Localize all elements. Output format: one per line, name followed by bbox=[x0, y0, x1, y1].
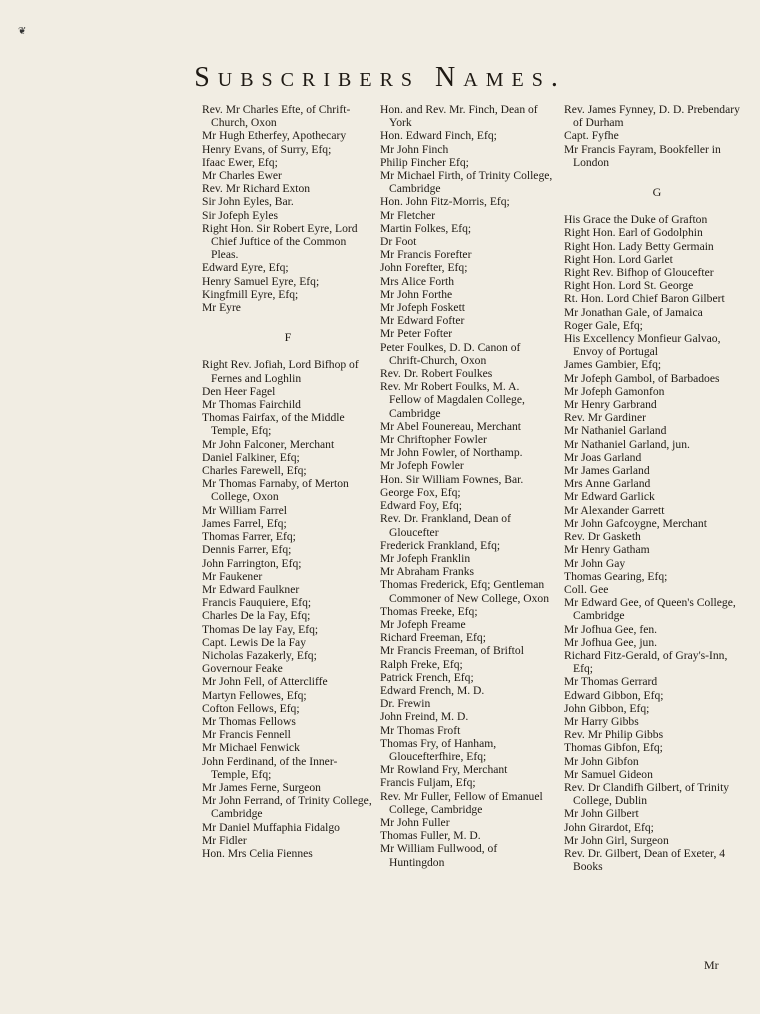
subscriber-entry: Rev. Mr Fuller, Fellow of Emanuel College, Cambridge bbox=[380, 789, 543, 816]
subscriber-entry: Capt. Fyfhe bbox=[564, 129, 619, 143]
subscriber-entry: Francis Fauquiere, Efq; bbox=[202, 596, 312, 610]
subscriber-entry: Mr Henry Gatham bbox=[564, 543, 650, 557]
subscriber-entry: Right Hon. Sir Robert Eyre, Lord Chief Juftice of the Common Pleas. bbox=[202, 221, 358, 262]
subscriber-entry: Mr John Forthe bbox=[380, 287, 453, 301]
subscriber-entry: Sir Jofeph Eyles bbox=[202, 208, 278, 222]
subscriber-entry: Coll. Gee bbox=[564, 582, 609, 596]
subscriber-entry: Right Hon. Lord Garlet bbox=[564, 252, 673, 266]
column-3 bbox=[564, 103, 750, 873]
subscriber-entry: Rev. Dr Gasketh bbox=[564, 530, 641, 544]
subscriber-entry: Mr Jofeph Franklin bbox=[380, 551, 471, 565]
subscriber-entry: Roger Gale, Efq; bbox=[564, 318, 643, 332]
subscriber-entry: Mr Thomas Fairchild bbox=[202, 398, 301, 412]
subscriber-entry: Mr Fletcher bbox=[380, 208, 436, 222]
subscriber-entry: Edward Foy, Efq; bbox=[380, 499, 462, 513]
subscriber-entry: John Girardot, Efq; bbox=[564, 820, 654, 834]
subscriber-entry: Mr Thomas Gerrard bbox=[564, 675, 658, 689]
subscriber-entry: Thomas Fry, of Hanham, Gloucefterfhire, Efq; bbox=[380, 736, 497, 763]
subscriber-entry: Henry Samuel Eyre, Efq; bbox=[202, 274, 320, 288]
subscriber-entry: Right Rev. Bifhop of Gloucefter bbox=[564, 266, 714, 280]
subscriber-entry: James Farrel, Efq; bbox=[202, 516, 287, 530]
subscriber-entry: Edward French, M. D. bbox=[380, 683, 485, 697]
subscriber-entry: Thomas Fuller, M. D. bbox=[380, 829, 481, 843]
subscriber-entry: Rev. James Fynney, D. D. Prebendary of Durham bbox=[564, 103, 740, 130]
subscriber-entry: John Farrington, Efq; bbox=[202, 556, 302, 570]
subscriber-entry: Mr Jofeph Gamonfon bbox=[564, 384, 665, 398]
subscriber-entry: Rev. Dr. Robert Foulkes bbox=[380, 367, 493, 381]
subscriber-entry: Sir John Eyles, Bar. bbox=[202, 195, 294, 209]
subscriber-entry: Right Hon. Lady Betty Germain bbox=[564, 239, 714, 253]
subscriber-entry: Mr Edward Gee, of Queen's College, Cambridge bbox=[564, 596, 736, 623]
subscriber-entry: Right Hon. Lord St. George bbox=[564, 279, 694, 293]
section-letter: G bbox=[652, 185, 662, 200]
subscriber-entry: Mr Daniel Muffaphia Fidalgo bbox=[202, 820, 340, 834]
subscriber-entry: Rt. Hon. Lord Chief Baron Gilbert bbox=[564, 292, 725, 306]
subscriber-entry: Mr Jofhua Gee, jun. bbox=[564, 635, 658, 649]
subscriber-entry: Rev. Mr Robert Foulks, M. A. Fellow of Magdalen College, Cambridge bbox=[380, 380, 525, 420]
subscriber-entry: Thomas Farrer, Efq; bbox=[202, 530, 296, 544]
subscriber-entry: George Fox, Efq; bbox=[380, 485, 461, 499]
subscriber-entry: Daniel Falkiner, Efq; bbox=[202, 450, 300, 464]
subscriber-entry: Mr John Fuller bbox=[380, 815, 450, 829]
subscriber-entry: Peter Foulkes, D. D. Canon of Chrift-Church, Oxon bbox=[380, 340, 521, 367]
subscriber-entry: Mr Francis Forefter bbox=[380, 248, 472, 262]
subscriber-entry: Philip Fincher Efq; bbox=[380, 155, 469, 169]
subscriber-entry: Mr Harry Gibbs bbox=[564, 714, 639, 728]
subscriber-entry: Ifaac Ewer, Efq; bbox=[202, 155, 278, 169]
subscriber-entry: Mr James Garland bbox=[564, 464, 650, 478]
subscriber-entry: Cofton Fellows, Efq; bbox=[202, 701, 300, 715]
subscriber-entry: Mr Edward Fofter bbox=[380, 314, 465, 328]
subscriber-entry: Mrs Anne Garland bbox=[564, 477, 651, 491]
subscriber-entry: Rev. Dr. Frankland, Dean of Gloucefter bbox=[380, 512, 511, 539]
subscriber-entry: Mrs Alice Forth bbox=[380, 274, 455, 288]
subscriber-entry: Rev. Dr Clandifh Gilbert, of Trinity College, Dublin bbox=[564, 780, 730, 808]
subscriber-entry: Mr Samuel Gideon bbox=[564, 767, 653, 781]
subscriber-entry: Mr Edward Garlick bbox=[564, 490, 655, 504]
subscriber-entry: Mr Joas Garland bbox=[564, 450, 642, 464]
subscriber-entry: Rev. Mr Richard Exton bbox=[202, 182, 311, 196]
subscriber-entry: John Ferdinand, of the Inner-Temple, Efq; bbox=[202, 754, 338, 781]
subscriber-entry: Mr John Gibfon bbox=[564, 754, 639, 768]
subscriber-entry: Mr Eyre bbox=[202, 301, 241, 315]
subscriber-entry: Mr Michael Fenwick bbox=[202, 741, 300, 755]
page-title: Subscribers Names. bbox=[194, 62, 566, 93]
subscriber-entry: Mr Charles Ewer bbox=[202, 169, 282, 183]
subscriber-entry: Richard Freeman, Efq; bbox=[380, 631, 486, 645]
section-letter: F bbox=[284, 330, 292, 345]
subscriber-entry: John Freind, M. D. bbox=[380, 710, 469, 724]
subscriber-entry: Dennis Farrer, Efq; bbox=[202, 543, 292, 557]
subscriber-entry: Mr Jofeph Fowler bbox=[380, 459, 464, 473]
subscriber-entry: Hon. Sir William Fownes, Bar. bbox=[380, 472, 524, 486]
subscriber-entry: Rev. Mr Charles Efte, of Chrift-Church, Oxon bbox=[202, 103, 351, 130]
corner-mark: ❦ bbox=[18, 26, 27, 37]
subscriber-entry: Mr Jofeph Gambol, of Barbadoes bbox=[564, 371, 720, 385]
subscriber-entry: His Grace the Duke of Grafton bbox=[564, 213, 708, 227]
subscriber-entry: Mr Michael Firth, of Trinity College, Cambridge bbox=[380, 169, 553, 196]
subscriber-entry: Mr Abraham Franks bbox=[380, 565, 475, 579]
subscriber-entry: Hon. and Rev. Mr. Finch, Dean of York bbox=[380, 103, 538, 130]
subscriber-entry: Mr Hugh Etherfey, Apothecary bbox=[202, 129, 347, 143]
subscriber-entry: Thomas Frederick, Efq; Gentleman Commoner of New College, Oxon bbox=[380, 578, 550, 605]
subscriber-entry: Richard Fitz-Gerald, of Gray's-Inn, Efq; bbox=[564, 648, 728, 676]
subscriber-entry: Nicholas Fazakerly, Efq; bbox=[202, 648, 317, 662]
subscriber-entry: Martyn Fellowes, Efq; bbox=[202, 688, 307, 702]
subscriber-entry: Kingfmill Eyre, Efq; bbox=[202, 287, 299, 301]
subscriber-entry: Charles Farewell, Efq; bbox=[202, 464, 307, 478]
subscriber-entry: Right Rev. Jofiah, Lord Bifhop of Fernes and Loghlin bbox=[202, 358, 359, 385]
subscriber-entry: Thomas De lay Fay, Efq; bbox=[202, 622, 319, 636]
subscriber-entry: Mr Edward Faulkner bbox=[202, 582, 300, 596]
subscriber-entry: Capt. Lewis De la Fay bbox=[202, 635, 306, 649]
subscriber-entry: Rev. Mr Philip Gibbs bbox=[564, 728, 664, 742]
subscriber-entry: Mr Jonathan Gale, of Jamaica bbox=[564, 305, 703, 319]
subscriber-entry: Mr Rowland Fry, Merchant bbox=[380, 763, 508, 777]
subscriber-entry: Thomas Gibfon, Efq; bbox=[564, 741, 663, 755]
subscriber-entry: Mr John Gafcoygne, Merchant bbox=[564, 516, 707, 530]
subscriber-entry: Ralph Freke, Efq; bbox=[380, 657, 463, 671]
subscriber-entry: Frederick Frankland, Efq; bbox=[380, 538, 501, 552]
subscriber-entry: Mr Jofeph Freame bbox=[380, 617, 466, 631]
subscriber-entry: Mr Chriftopher Fowler bbox=[380, 433, 487, 447]
subscriber-entry: Rev. Dr. Gilbert, Dean of Exeter, 4 Books bbox=[564, 846, 726, 874]
subscriber-entry: Mr Alexander Garrett bbox=[564, 503, 665, 517]
subscriber-entry: Mr John Gay bbox=[564, 556, 626, 570]
subscriber-entry: John Gibbon, Efq; bbox=[564, 701, 650, 715]
subscriber-entry: Den Heer Fagel bbox=[202, 384, 276, 398]
subscriber-entry: James Gambier, Efq; bbox=[564, 358, 662, 372]
subscriber-entry: Mr Faukener bbox=[202, 569, 263, 583]
subscriber-entry: Martin Folkes, Efq; bbox=[380, 221, 472, 235]
subscriber-entry: His Excellency Monfieur Galvao, Envoy of Portugal bbox=[564, 332, 721, 359]
subscriber-entry: Governour Feake bbox=[202, 662, 283, 676]
subscriber-entry: Francis Fuljam, Efq; bbox=[380, 776, 476, 790]
subscriber-entry: Mr Peter Fofter bbox=[380, 327, 453, 341]
subscriber-entry: Mr Francis Fennell bbox=[202, 728, 291, 742]
subscriber-entry: Mr James Ferne, Surgeon bbox=[202, 780, 321, 794]
subscriber-entry: Mr William Farrel bbox=[202, 503, 287, 517]
subscriber-entry: Patrick French, Efq; bbox=[380, 670, 474, 684]
subscriber-entry: Mr Fidler bbox=[202, 833, 247, 847]
subscriber-entry: Mr Nathaniel Garland bbox=[564, 424, 667, 438]
subscriber-entry: Mr John Ferrand, of Trinity College, Cambridge bbox=[202, 794, 372, 821]
subscriber-entry: Mr Francis Freeman, of Briftol bbox=[380, 644, 524, 658]
subscriber-entry: Right Hon. Earl of Godolphin bbox=[564, 226, 703, 240]
subscriber-entry: Mr John Fell, of Attercliffe bbox=[202, 675, 328, 689]
subscriber-entry: Mr William Fullwood, of Huntingdon bbox=[380, 842, 498, 869]
column-1 bbox=[202, 103, 374, 860]
subscriber-entry: Charles De la Fay, Efq; bbox=[202, 609, 311, 623]
subscriber-entry: Dr. Frewin bbox=[380, 697, 431, 711]
subscriber-entry: Henry Evans, of Surry, Efq; bbox=[202, 142, 332, 156]
subscriber-entry: Thomas Fairfax, of the Middle Temple, Efq; bbox=[202, 411, 345, 438]
subscriber-entry: Mr Henry Garbrand bbox=[564, 398, 657, 412]
subscriber-entry: Mr Nathaniel Garland, jun. bbox=[564, 437, 690, 451]
subscriber-entry: Mr John Girl, Surgeon bbox=[564, 833, 669, 847]
subscriber-entry: Mr John Fowler, of Northamp. bbox=[380, 446, 523, 460]
subscriber-entry: Mr Jofhua Gee, fen. bbox=[564, 622, 658, 636]
subscriber-entry: Thomas Freeke, Efq; bbox=[380, 604, 478, 618]
subscriber-entry: Hon. Mrs Celia Fiennes bbox=[202, 846, 313, 860]
subscriber-entry: Mr John Finch bbox=[380, 142, 449, 156]
subscriber-entry: Edward Eyre, Efq; bbox=[202, 261, 289, 275]
subscriber-entry: Mr Jofeph Foskett bbox=[380, 301, 466, 315]
subscriber-entry: Mr John Falconer, Merchant bbox=[202, 437, 335, 451]
column-2 bbox=[380, 103, 554, 869]
subscriber-entry: Hon. Edward Finch, Efq; bbox=[380, 129, 497, 143]
subscriber-entry: Mr Thomas Froft bbox=[380, 723, 461, 737]
subscriber-entry: Rev. Mr Gardiner bbox=[564, 411, 646, 425]
subscriber-entry: Mr Abel Founereau, Merchant bbox=[380, 419, 522, 433]
subscriber-entry: Edward Gibbon, Efq; bbox=[564, 688, 664, 702]
catchword: Mr bbox=[704, 958, 719, 972]
subscriber-entry: Dr Foot bbox=[380, 235, 417, 249]
subscriber-entry: Mr Thomas Fellows bbox=[202, 714, 296, 728]
subscriber-entry: Mr Thomas Farnaby, of Merton College, Oxon bbox=[202, 477, 349, 504]
subscriber-entry: Mr John Gilbert bbox=[564, 807, 639, 821]
subscriber-entry: Hon. John Fitz-Morris, Efq; bbox=[380, 195, 510, 209]
subscriber-entry: Thomas Gearing, Efq; bbox=[564, 569, 668, 583]
subscriber-entry: John Forefter, Efq; bbox=[380, 261, 468, 275]
subscriber-entry: Mr Francis Fayram, Bookfeller in London bbox=[564, 142, 721, 169]
